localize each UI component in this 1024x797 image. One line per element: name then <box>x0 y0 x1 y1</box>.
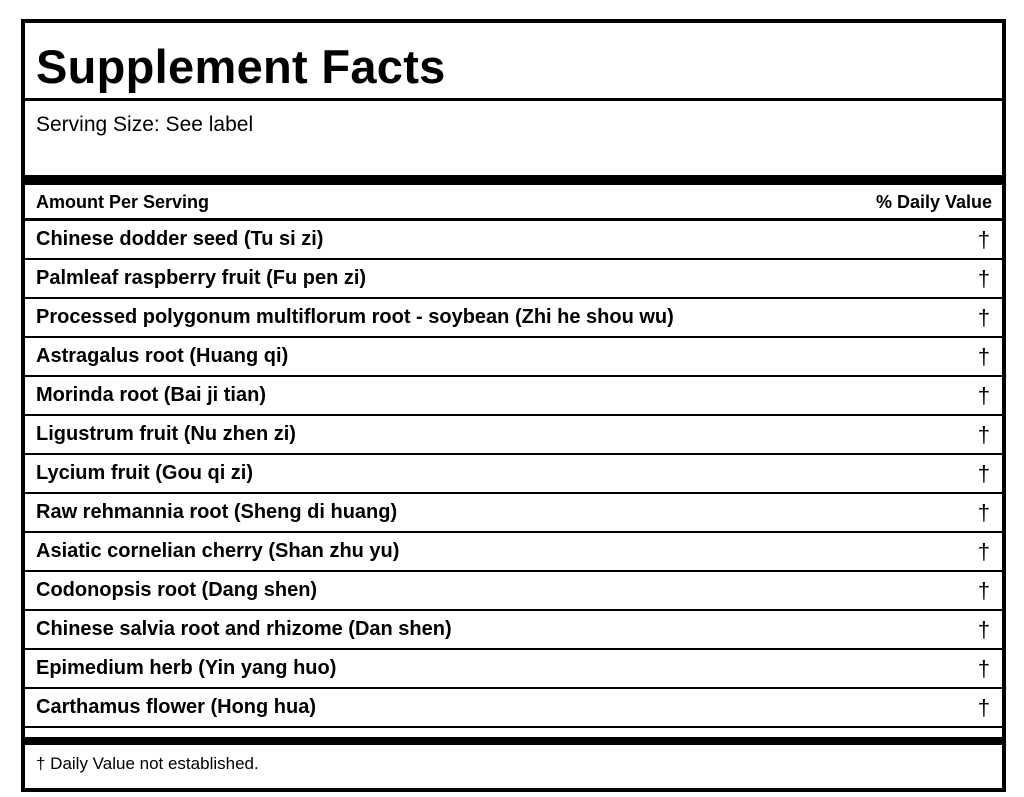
ingredient-row <box>25 611 1002 650</box>
title-section <box>25 23 1002 101</box>
ingredient-name: Carthamus flower (Hong hua) <box>36 696 317 718</box>
amount-per-serving-header: Amount Per Serving <box>36 192 210 212</box>
ingredient-name: Astragalus root (Huang qi) <box>36 345 289 367</box>
serving-size: Serving Size: See label <box>36 113 254 136</box>
ingredient-name: Lycium fruit (Gou qi zi) <box>36 462 254 484</box>
ingredient-name: Raw rehmannia root (Sheng di huang) <box>36 501 398 523</box>
ingredient-row <box>25 650 1002 689</box>
ingredient-row <box>25 416 1002 455</box>
ingredient-row <box>25 299 1002 338</box>
ingredient-daily-value: † <box>977 695 990 720</box>
ingredient-row <box>25 455 1002 494</box>
ingredient-list <box>25 221 1002 728</box>
ingredient-daily-value: † <box>977 656 990 681</box>
ingredient-name: Palmleaf raspberry fruit (Fu pen zi) <box>36 267 367 289</box>
ingredient-name: Chinese salvia root and rhizome (Dan shen) <box>36 618 452 640</box>
ingredient-daily-value: † <box>977 266 990 291</box>
ingredient-daily-value: † <box>977 539 990 564</box>
ingredient-row <box>25 572 1002 611</box>
panel-title: Supplement Facts <box>36 40 446 93</box>
ingredient-row <box>25 533 1002 572</box>
ingredient-row <box>25 338 1002 377</box>
ingredient-daily-value: † <box>977 500 990 525</box>
thick-divider-top <box>25 175 1002 185</box>
ingredient-row <box>25 377 1002 416</box>
ingredient-daily-value: † <box>977 305 990 330</box>
ingredient-name: Asiatic cornelian cherry (Shan zhu yu) <box>36 540 400 562</box>
ingredient-daily-value: † <box>977 617 990 642</box>
ingredient-daily-value: † <box>977 578 990 603</box>
column-header-row <box>25 185 1002 221</box>
daily-value-header: % Daily Value <box>875 192 992 212</box>
ingredient-daily-value: † <box>977 227 990 252</box>
ingredient-daily-value: † <box>977 461 990 486</box>
supplement-facts-panel <box>21 19 1006 792</box>
serving-section <box>25 101 1002 175</box>
ingredient-row <box>25 260 1002 299</box>
ingredient-row <box>25 689 1002 728</box>
ingredient-name: Ligustrum fruit (Nu zhen zi) <box>36 423 296 445</box>
ingredient-row <box>25 221 1002 260</box>
ingredient-name: Processed polygonum multiflorum root - soybean (Zhi he shou wu) <box>36 306 674 328</box>
footnote: † Daily Value not established. <box>36 754 259 773</box>
ingredient-name: Chinese dodder seed (Tu si zi) <box>36 228 324 250</box>
ingredient-name: Codonopsis root (Dang shen) <box>36 579 318 601</box>
thick-divider-bottom <box>25 737 1002 745</box>
ingredient-name: Morinda root (Bai ji tian) <box>36 384 266 406</box>
ingredient-daily-value: † <box>977 422 990 447</box>
ingredient-daily-value: † <box>977 344 990 369</box>
footnote-section <box>25 745 1002 782</box>
ingredient-name: Epimedium herb (Yin yang huo) <box>36 657 337 679</box>
ingredient-daily-value: † <box>977 383 990 408</box>
ingredient-row <box>25 494 1002 533</box>
